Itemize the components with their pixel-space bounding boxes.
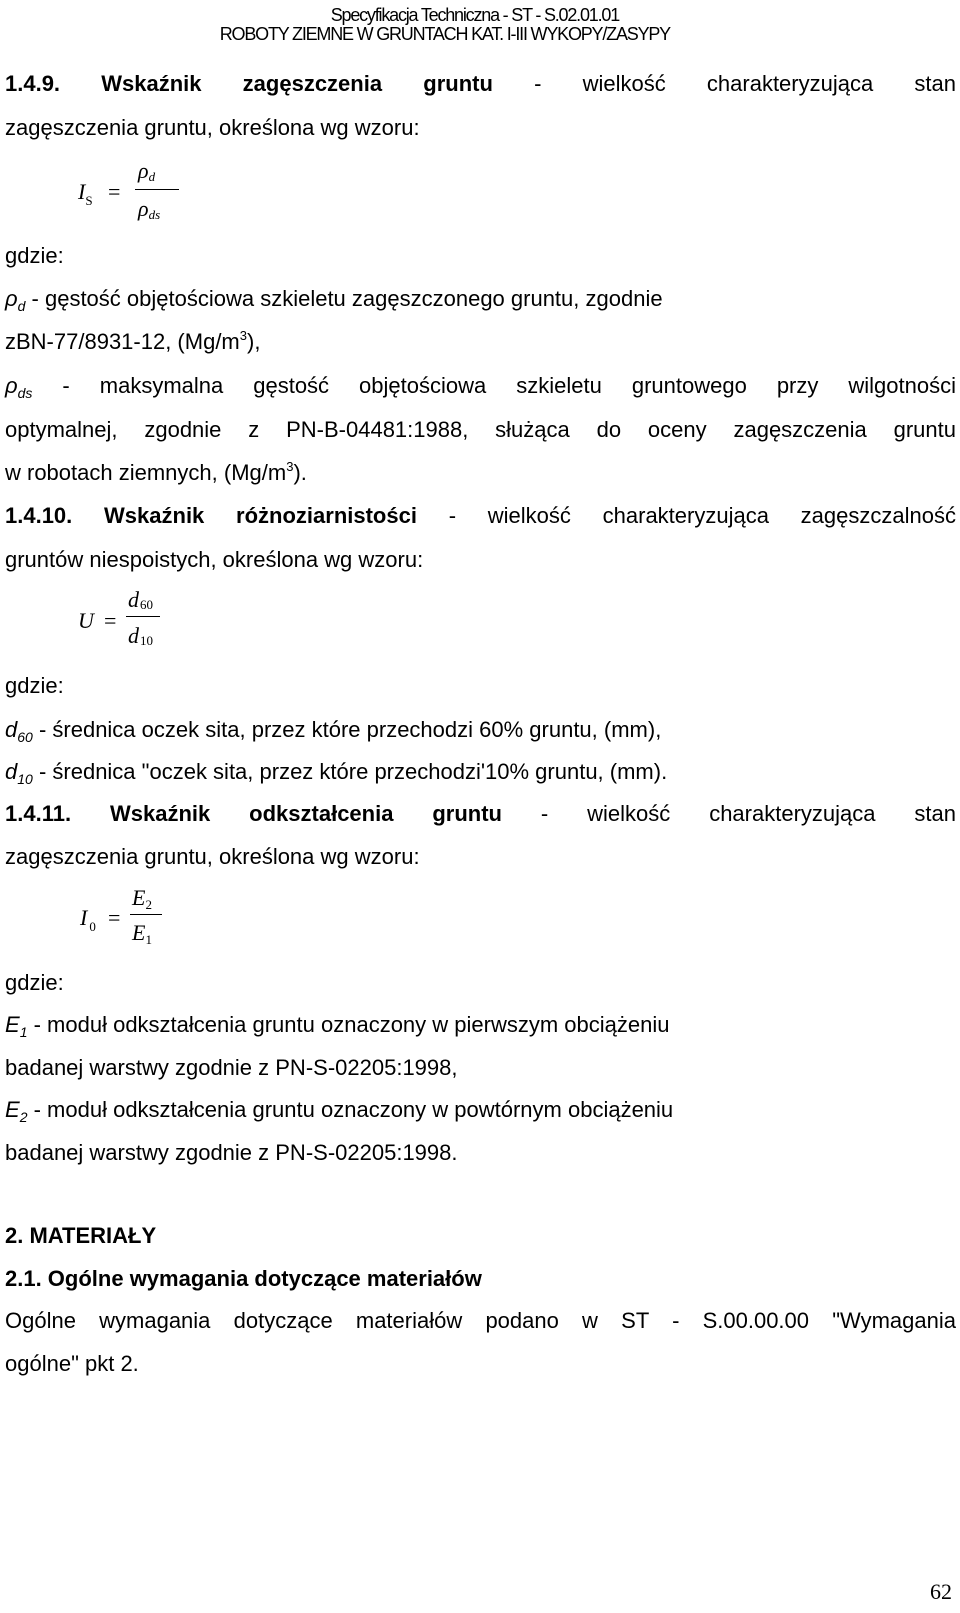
formula-denominator: d10 <box>128 623 153 648</box>
definition-rho-ds-cont-2: w robotach ziemnych, $(Mg/m^3)$. <box>5 459 307 485</box>
gdzie-label-1: gdzie: <box>5 243 64 268</box>
section-2-1-text-1: Ogólne wymagania dotyczące materiałów podano w ST - S.00.00.00 "Wymagania <box>5 1308 956 1333</box>
header-line-2: ROBOTY ZIEMNE W GRUNTACH KAT. I-III WYKOPY/ZASYPY <box>219 24 670 44</box>
definition-e2-cont: badanej warstwy zgodnie z PN-S-02205:1998. <box>5 1140 458 1165</box>
section-title: Wskaźnik zagęszczenia gruntu <box>101 71 493 96</box>
definition-rho-d-cont: zBN-77/8931-12, $(Mg/m^3)$, <box>5 328 261 354</box>
formula-denominator: E1 <box>132 920 152 947</box>
formula-equals: = <box>108 905 121 930</box>
gdzie-label-2: gdzie: <box>5 673 64 698</box>
page-number: 62 <box>930 1579 952 1604</box>
section-2-1-heading: 2.1. Ogólne wymagania dotyczące materiałów <box>5 1266 482 1291</box>
formula-uniformity-coefficient <box>78 587 198 664</box>
definition-d60: $d_{60}$ - średnica oczek sita, przez które przechodzi 60% gruntu, (mm), <box>5 717 662 745</box>
fraction-bar <box>126 616 160 617</box>
section-title: Wskaźnik odkształcenia gruntu <box>110 801 502 826</box>
fraction-bar <box>130 914 162 915</box>
section-number: 1.4.11. <box>5 801 72 826</box>
formula-denominator: ρds <box>138 196 161 222</box>
gdzie-label-3: gdzie: <box>5 970 64 995</box>
section-2-heading: 2. MATERIAŁY <box>5 1223 157 1248</box>
definition-rho-d: $\rho_d$ - gęstość objętościowa szkieletu zagęszczonego gruntu, zgodnie <box>5 286 663 314</box>
definition-e2: $E_2$ - moduł odkształcenia gruntu oznaczony w powtórnym obciążeniu <box>5 1097 674 1125</box>
formula-lhs: $I_S$ <box>78 179 93 208</box>
fraction-bar <box>135 189 179 190</box>
formula-numerator: E2 <box>132 885 152 912</box>
formula-numerator: ρd <box>138 158 156 184</box>
definition-rho-ds: $\rho_{ds}$ - maksymalna gęstość objętościowa szkieletu gruntowego przy wilgotności <box>5 373 956 401</box>
section-1-4-11-line-2: zagęszczenia gruntu, określona wg wzoru: <box>5 844 420 869</box>
formula-equals: = <box>108 179 121 204</box>
formula-equals: = <box>104 608 117 633</box>
formula-compaction-index <box>78 158 198 228</box>
definition-rho-ds-cont-1: optymalnej, zgodnie z PN-B-04481:1988, służąca do oceny zagęszczenia gruntu <box>5 417 956 442</box>
section-number: 1.4.10. <box>5 503 73 528</box>
definition-e1: $E_1$ - moduł odkształcenia gruntu oznaczony w pierwszym obciążeniu <box>5 1012 670 1040</box>
formula-deformation-index <box>80 885 200 955</box>
definition-e1-cont: badanej warstwy zgodnie z PN-S-02205:1998, <box>5 1055 458 1080</box>
page-header <box>219 5 670 44</box>
formula-lhs: U <box>78 608 94 633</box>
section-1-4-10-heading-line <box>5 494 956 538</box>
section-number: 1.4.9. <box>5 71 61 96</box>
section-title: Wskaźnik różnoziarnistości <box>104 503 417 528</box>
section-text: - wielkość charakteryzująca stan <box>540 801 956 826</box>
section-text: - wielkość charakteryzująca stan <box>534 71 956 96</box>
section-2-1-text-2: ogólne" pkt 2. <box>5 1351 139 1376</box>
section-1-4-9-heading-line <box>5 62 956 106</box>
section-1-4-9-line-2: zagęszczenia gruntu, określona wg wzoru: <box>5 115 420 140</box>
definition-d10: $d_{10}$ - średnica "oczek sita, przez które przechodzi'10% gruntu, (mm). <box>5 759 668 787</box>
header-line-1: Specyfikacja Techniczna - ST - S.02.01.01 <box>330 5 620 25</box>
section-1-4-11-heading-line <box>5 792 956 836</box>
formula-lhs: I $_0$ <box>80 905 96 934</box>
section-1-4-10-line-2: gruntów niespoistych, określona wg wzoru: <box>5 547 424 572</box>
formula-numerator: d60 <box>128 587 153 612</box>
section-text: - wielkość charakteryzująca zagęszczalność <box>448 503 956 528</box>
